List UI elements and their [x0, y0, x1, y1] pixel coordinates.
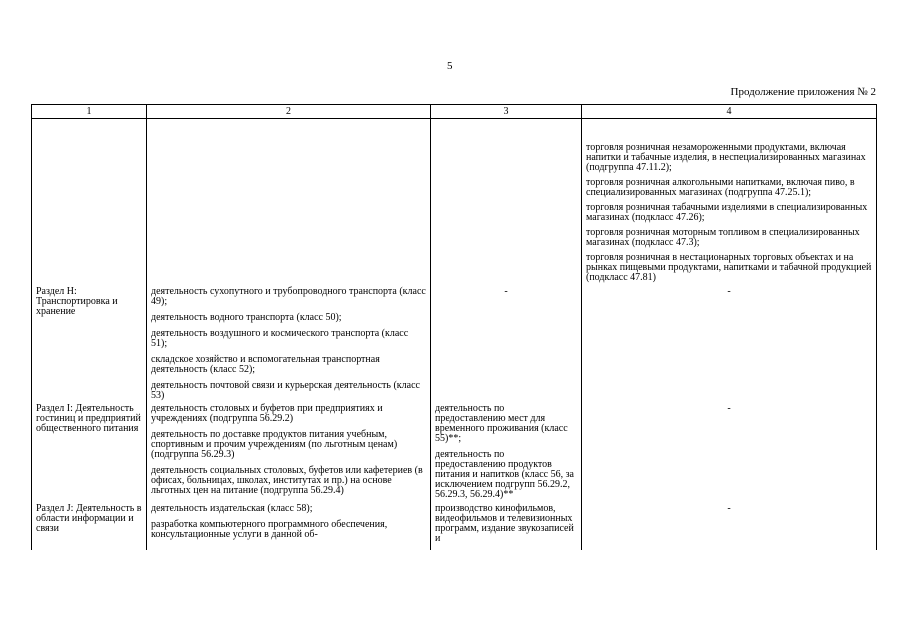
list-item: деятельность по предоставлению продуктов питания и напитков (класс 56, за исключением подгрупп 56.29.2, 56.29.3, 56.29.4)** [435, 449, 574, 500]
page-number: 5 [447, 60, 453, 72]
header-col-1: 1 [32, 105, 147, 119]
table-row [32, 504, 877, 550]
list-item: разработка компьютерного программного обеспечения, консультационные услуги в данной об- [151, 519, 388, 540]
cell-col2 [147, 504, 431, 550]
list-item: деятельность издательская (класс 58); [151, 503, 313, 514]
cell-col2 [147, 287, 431, 404]
cell-dash: - [431, 287, 582, 404]
header-row [32, 105, 877, 119]
table-row [32, 404, 877, 504]
cell-col3 [431, 504, 582, 550]
header-col-2: 2 [147, 105, 431, 119]
list-item: деятельность сухопутного и трубопроводного транспорта (класс 49); [151, 286, 426, 307]
cell-col4 [582, 119, 877, 288]
list-item: деятельность почтовой связи и курьерская деятельность (класс 53) [151, 380, 420, 401]
list-item: деятельность социальных столовых, буфетов или кафетериев (в офисах, больницах, школах, институтах и пр.) на основе льготных цен на питание (подгруппа 56.29.4) [151, 465, 423, 496]
list-item: торговля розничная алкогольными напитками, включая пиво, в специализированных магазинах (подгруппа 47.25.1); [586, 177, 855, 198]
cell-dash: - [582, 287, 877, 404]
header-col-4: 4 [582, 105, 877, 119]
cell-dash: - [582, 504, 877, 550]
cell-col1 [32, 119, 147, 288]
continuation-label: Продолжение приложения № 2 [730, 86, 876, 98]
list-item: деятельность столовых и буфетов при предприятиях и учреждениях (подгруппа 56.29.2) [151, 403, 383, 424]
appendix-table [31, 104, 877, 550]
list-item: деятельность воздушного и космического транспорта (класс 51); [151, 328, 409, 349]
list-item: торговля розничная моторным топливом в специализированных магазинах (подкласс 47.3); [586, 227, 860, 248]
list-item: торговля розничная табачными изделиями в специализированных магазинах (подкласс 47.26); [586, 202, 868, 223]
list-item: деятельность по предоставлению мест для временного проживания (класс 55)**; [435, 403, 568, 444]
section-i-title: Раздел I: Деятельность гостиниц и предприятий общественного питания [32, 404, 147, 504]
cell-col3 [431, 119, 582, 288]
section-j-title: Раздел J: Деятельность в области информации и связи [32, 504, 147, 550]
list-item: торговля розничная в нестационарных торговых объектах и на рынках пищевыми продуктами, напитками и табачной продукцией (подкласс 47.81) [586, 252, 872, 283]
list-item: производство кинофильмов, видеофильмов и телевизионных программ, издание звукозаписей и [435, 503, 574, 544]
table-row [32, 119, 877, 288]
cell-col2 [147, 119, 431, 288]
section-h-title: Раздел H: Транспортировка и хранение [32, 287, 147, 404]
cell-dash: - [582, 404, 877, 504]
list-item: деятельность по доставке продуктов питания учебным, спортивным и прочим учреждениям (по льготным ценам) (подгруппа 56.29.3) [151, 429, 398, 460]
list-item: деятельность водного транспорта (класс 50); [151, 312, 342, 323]
cell-col2 [147, 404, 431, 504]
table-row [32, 287, 877, 404]
cell-col3 [431, 404, 582, 504]
list-item: складское хозяйство и вспомогательная транспортная деятельность (класс 52); [151, 354, 380, 375]
list-item: торговля розничная незамороженными продуктами, включая напитки и табачные изделия, в неспециализированных магазинах (подгруппа 47.11.2); [586, 142, 866, 173]
header-col-3: 3 [431, 105, 582, 119]
